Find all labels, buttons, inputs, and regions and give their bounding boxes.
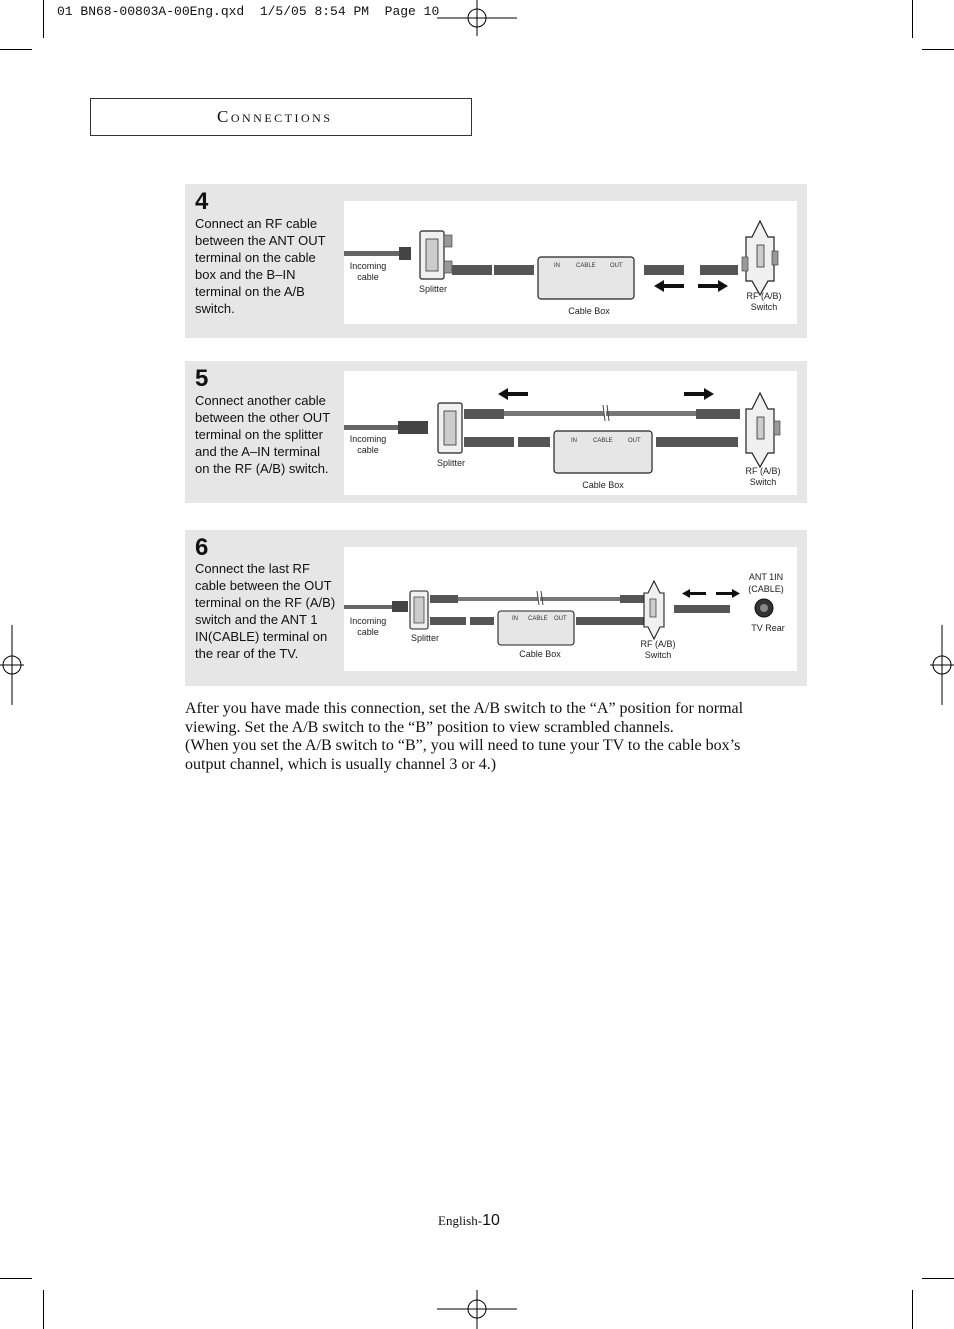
crop-mark [43, 0, 44, 38]
cable-box-cable-label: CABLE [528, 616, 548, 622]
step-instruction: Connect the last RF cable between the OUT terminal on the RF (A/B) switch and the ANT 1 IN(CABLE) terminal on the rear of the TV. [195, 561, 336, 661]
label-tv-rear: TV Rear [751, 623, 785, 633]
label-incoming: Incoming cable [349, 616, 387, 637]
label-switch: RF (A/B) Switch [745, 466, 781, 487]
cable-box-cable-label: CABLE [593, 438, 613, 444]
cable-box-out-label: OUT [554, 616, 567, 622]
connection-diagram [344, 371, 797, 495]
step-number: 6 [195, 534, 209, 561]
label-cable-box: Cable Box [568, 306, 610, 316]
registration-mark-right [930, 625, 954, 705]
registration-mark-top [437, 0, 517, 36]
crop-mark [43, 1290, 44, 1329]
right-arrow-icon [716, 589, 740, 598]
section-header [90, 98, 472, 136]
cable-box-out-label: OUT [628, 438, 641, 444]
label-cable-box: Cable Box [519, 649, 561, 659]
incoming-cable [344, 605, 394, 609]
label-switch: RF (A/B) Switch [640, 639, 676, 660]
diagram-svg [344, 371, 797, 495]
footer-language: English- [438, 1213, 483, 1228]
rf-cable [452, 265, 492, 275]
page-footer [438, 1212, 500, 1230]
label-switch: RF (A/B) Switch [746, 291, 782, 312]
label-splitter: Splitter [410, 633, 440, 643]
cable-box-cable-label: CABLE [576, 263, 596, 269]
body-paragraph: After you have made this connection, set the A/B switch to the “A” position for normal viewing. Set the A/B switch to the “B” position to view scrambled channels. [185, 700, 744, 736]
label-incoming: Incoming cable [349, 434, 387, 455]
step-instruction: Connect another cable between the other OUT terminal on the splitter and the A–IN terminal on the RF (A/B) switch. [195, 393, 330, 476]
rf-ab-switch [746, 393, 780, 467]
connection-diagram [344, 201, 797, 324]
left-arrow-icon [682, 589, 706, 598]
label-splitter: Splitter [418, 284, 448, 294]
rf-cable-long [504, 411, 604, 416]
rf-cable [464, 437, 514, 447]
crop-mark [0, 1278, 32, 1279]
rf-ab-switch [742, 221, 778, 295]
step-number: 5 [195, 365, 209, 392]
step-number: 4 [195, 188, 209, 215]
crop-mark [0, 49, 32, 50]
section-title: Connections [217, 107, 333, 126]
diagram-svg [344, 201, 797, 324]
step-4-panel [185, 184, 807, 338]
rf-cable [644, 265, 684, 275]
connection-diagram [344, 547, 797, 671]
body-paragraph: (When you set the A/B switch to “B”, you will need to tune your TV to the cable box’s output channel, which is usually channel 3 or 4.) [185, 737, 741, 773]
cable-box-in-label: IN [554, 263, 560, 269]
rf-cable [700, 265, 738, 275]
rf-cable [674, 605, 730, 613]
rf-cable [494, 265, 534, 275]
registration-mark-bottom [437, 1290, 517, 1329]
step-instruction: Connect an RF cable between the ANT OUT terminal on the cable box and the B–IN terminal on the A/B switch. [195, 216, 326, 316]
incoming-cable [344, 425, 402, 430]
label-incoming: Incoming cable [349, 261, 387, 282]
right-arrow-icon [684, 388, 714, 400]
page-number: 10 [482, 1212, 500, 1229]
cable-box-in-label: IN [512, 616, 518, 622]
body-text [185, 700, 785, 774]
crop-mark [912, 0, 913, 38]
cable-connector [392, 601, 408, 612]
label-cable-box: Cable Box [582, 480, 624, 490]
rf-cable-long [458, 597, 538, 601]
cable-connector [399, 247, 411, 260]
rf-cable [576, 617, 646, 625]
label-splitter: Splitter [436, 458, 466, 468]
print-slug: 01 BN68-00803A-00Eng.qxd 1/5/05 8:54 PM Page 10 [57, 4, 440, 19]
left-arrow-icon [498, 388, 528, 400]
cable-connector [398, 421, 428, 434]
crop-mark [922, 1278, 954, 1279]
left-arrow-icon [654, 280, 684, 292]
diagram-svg [344, 547, 797, 671]
crop-mark [912, 1290, 913, 1329]
incoming-cable [344, 251, 404, 256]
cable-box-out-label: OUT [610, 263, 623, 269]
crop-mark [922, 49, 954, 50]
registration-mark-left [0, 625, 24, 705]
rf-cable [656, 437, 738, 447]
rf-ab-switch [644, 581, 664, 639]
cable-box-in-label: IN [571, 438, 577, 444]
step-5-panel [185, 361, 807, 503]
right-arrow-icon [698, 280, 728, 292]
step-6-panel [185, 530, 807, 686]
label-ant-in: ANT 1IN (CABLE) [748, 572, 784, 594]
